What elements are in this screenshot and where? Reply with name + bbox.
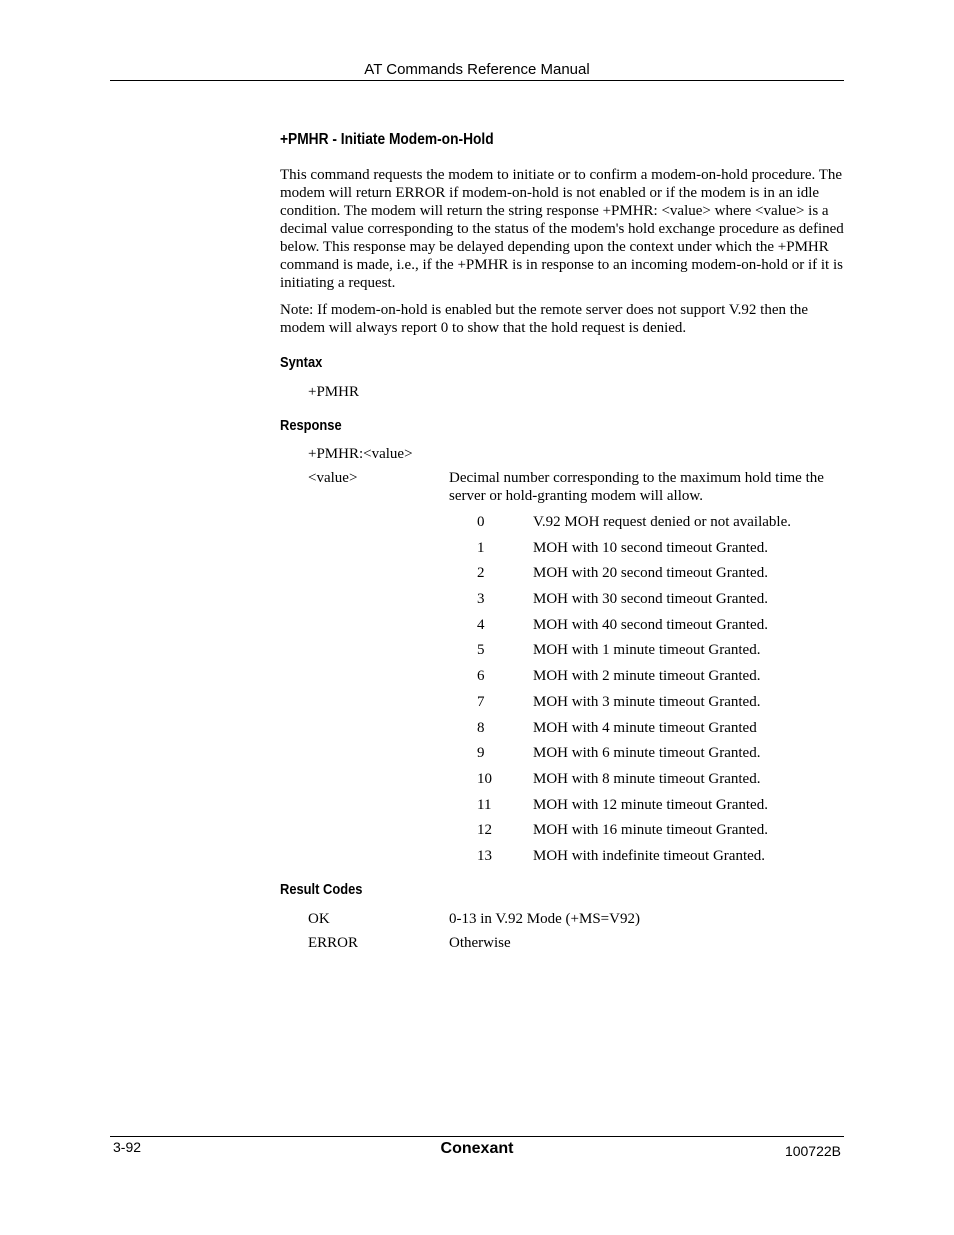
value-meaning: MOH with 40 second timeout Granted. — [533, 616, 768, 633]
company-name: Conexant — [440, 1140, 514, 1157]
response-format: +PMHR:<value> — [308, 446, 413, 462]
result-code-description: 0-13 in V.92 Mode (+MS=V92) — [449, 911, 640, 927]
syntax-heading: Syntax — [280, 354, 323, 371]
list-item — [477, 667, 844, 693]
value-code: 7 — [477, 693, 485, 710]
list-item — [477, 539, 844, 565]
footer-rule — [110, 1136, 844, 1137]
value-code: 1 — [477, 539, 485, 556]
list-item — [477, 590, 844, 616]
header-rule — [110, 80, 844, 81]
value-code: 13 — [477, 847, 492, 864]
value-meaning: MOH with 1 minute timeout Granted. — [533, 642, 761, 659]
value-meaning: MOH with 12 minute timeout Granted. — [533, 796, 768, 813]
result-code: ERROR — [308, 935, 359, 951]
result-code: OK — [308, 911, 330, 927]
result-codes-heading: Result Codes — [280, 881, 363, 898]
list-item — [477, 513, 844, 539]
list-item — [477, 616, 844, 642]
value-code: 2 — [477, 565, 485, 582]
note-paragraph: Note: If modem-on-hold is enabled but the remote server does not support V.92 then the modem will always report 0 to show that the hold request is denied. — [280, 302, 809, 336]
list-item — [477, 693, 844, 719]
value-meaning: MOH with 4 minute timeout Granted — [533, 719, 757, 736]
value-meaning: MOH with 10 second timeout Granted. — [533, 539, 768, 556]
value-code: 8 — [477, 719, 485, 736]
list-item — [477, 641, 844, 667]
list-item — [477, 770, 844, 796]
list-item — [477, 564, 844, 590]
value-code: 6 — [477, 668, 485, 685]
value-code: 4 — [477, 616, 485, 633]
value-meaning: V.92 MOH request denied or not available. — [533, 514, 791, 530]
response-param-description: Decimal number corresponding to the maximum hold time the server or hold-granting modem will allow. — [449, 470, 824, 504]
value-code: 3 — [477, 591, 485, 608]
response-param-name: <value> — [308, 470, 358, 486]
value-meaning: MOH with 3 minute timeout Granted. — [533, 693, 761, 710]
document-number: 100722B — [784, 1143, 841, 1159]
value-code: 9 — [477, 745, 485, 762]
value-code: 12 — [477, 822, 492, 839]
list-item — [477, 847, 844, 873]
section-title: +PMHR - Initiate Modem-on-Hold — [280, 131, 494, 148]
value-meaning: MOH with 8 minute timeout Granted. — [533, 770, 761, 787]
list-item — [477, 796, 844, 822]
value-meaning: MOH with 20 second timeout Granted. — [533, 565, 768, 582]
value-meaning: MOH with indefinite timeout Granted. — [533, 847, 766, 864]
value-meaning: MOH with 6 minute timeout Granted. — [533, 745, 761, 762]
value-meaning: MOH with 2 minute timeout Granted. — [533, 668, 761, 685]
running-header: AT Commands Reference Manual — [364, 61, 590, 78]
description-paragraph: This command requests the modem to initiate or to confirm a modem-on-hold procedure. The modem will return ERROR if modem-on-hold is not enabled or if the modem is in an idle condition. The modem will return the string response +PMHR: <value> where <value> is a decimal value corresponding to the status of the modem's hold exchange procedure as defined below. This response may be delayed depending upon the context under which the +PMHR command is made, i.e., if the +PMHR is in response to an incoming modem-on-hold or if it is initiating a request. — [280, 167, 844, 291]
syntax-command: +PMHR — [308, 384, 359, 400]
page-number: 3-92 — [113, 1139, 142, 1155]
value-meaning: MOH with 16 minute timeout Granted. — [533, 822, 768, 839]
list-item — [477, 744, 844, 770]
list-item — [477, 821, 844, 847]
value-meaning: MOH with 30 second timeout Granted. — [533, 591, 768, 608]
value-code: 5 — [477, 642, 485, 659]
value-code: 10 — [477, 770, 492, 787]
response-heading: Response — [280, 417, 342, 434]
value-code: 0 — [477, 514, 485, 530]
value-code: 11 — [477, 796, 492, 813]
value-list — [477, 513, 844, 873]
list-item — [477, 719, 844, 745]
result-code-description: Otherwise — [449, 935, 511, 951]
